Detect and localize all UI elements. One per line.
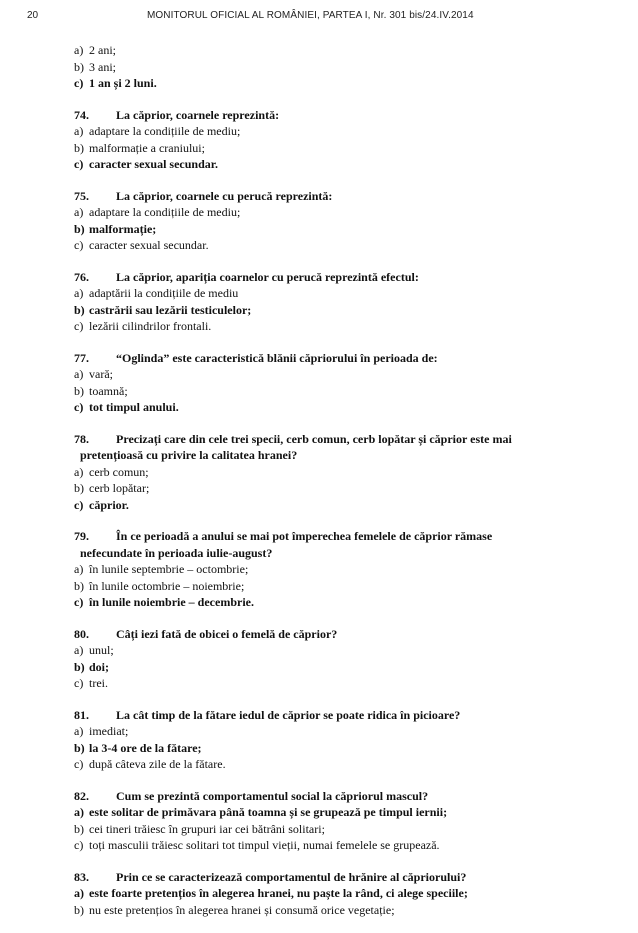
question-number: 74. [74, 107, 89, 122]
question-heading [74, 269, 574, 286]
quiz-content [74, 42, 574, 933]
answer-option [74, 156, 574, 173]
question-block [74, 269, 574, 335]
option-text: la 3-4 ore de la fătare; [89, 740, 202, 755]
option-label: b) [74, 821, 84, 836]
answer-option [74, 59, 574, 76]
question-block [74, 869, 574, 919]
option-text: malformație a craniului; [89, 140, 205, 155]
answer-option [74, 383, 574, 400]
option-text: este foarte pretențios în alegerea hranei, nu paște la rând, ci alege speciile; [89, 886, 468, 900]
question-number: 80. [74, 626, 89, 641]
option-label: c) [74, 238, 84, 252]
option-label: c) [74, 157, 84, 171]
option-label: c) [74, 676, 84, 690]
question-number: 75. [74, 188, 89, 203]
option-label: a) [74, 43, 84, 57]
answer-option [74, 285, 574, 302]
option-text: adaptare la condițiile de mediu; [89, 124, 241, 138]
answer-option [74, 659, 574, 676]
question-number: 79. [74, 529, 89, 543]
answer-option [74, 221, 574, 238]
question-text: Câți iezi fată de obicei o femelă de căprior? [116, 626, 338, 641]
answer-option [74, 578, 574, 595]
answer-option [74, 480, 574, 497]
option-text: toamnă; [89, 383, 128, 398]
option-text: 2 ani; [89, 43, 116, 57]
answer-option [74, 804, 574, 821]
answer-option [74, 302, 574, 319]
option-label: b) [74, 578, 84, 593]
answer-option [74, 594, 574, 611]
option-text: vară; [89, 367, 113, 381]
question-block [74, 707, 574, 773]
option-label: b) [74, 221, 85, 236]
answer-option [74, 837, 574, 854]
question-text: Precizați care din cele trei specii, cerb comun, cerb lopătar și căprior este mai [116, 431, 512, 446]
option-label: b) [74, 740, 85, 755]
option-text: cerb lopătar; [89, 481, 150, 495]
answer-option [74, 42, 574, 59]
question-number: 82. [74, 788, 89, 803]
answer-option [74, 237, 574, 254]
answer-option [74, 561, 574, 578]
question-number: 77. [74, 350, 89, 365]
question-block [74, 350, 574, 416]
answer-option [74, 675, 574, 692]
option-text: adaptare la condițiile de mediu; [89, 205, 241, 219]
option-text: caracter sexual secundar. [89, 238, 209, 252]
question-text-continued: pretențioasă cu privire la calitatea hranei? [80, 448, 298, 462]
option-label: b) [74, 140, 84, 155]
option-label: c) [74, 400, 84, 414]
question-block [74, 107, 574, 173]
option-label: b) [74, 59, 84, 74]
question-number: 76. [74, 269, 89, 284]
answer-option [74, 756, 574, 773]
option-label: c) [74, 838, 84, 852]
option-label: a) [74, 724, 84, 738]
option-text: unul; [89, 643, 114, 657]
option-label: b) [74, 302, 85, 317]
question-heading [74, 107, 574, 124]
answer-option [74, 723, 574, 740]
question-text: La căprior, coarnele cu perucă reprezintă: [116, 188, 333, 203]
question-heading [74, 350, 574, 367]
option-label: a) [74, 643, 84, 657]
answer-option [74, 204, 574, 221]
option-text: căprior. [89, 497, 129, 512]
question-text: Prin ce se caracterizează comportamentul de hrănire al căpriorului? [116, 869, 467, 884]
answer-option [74, 366, 574, 383]
question-heading [74, 431, 574, 464]
option-label: a) [74, 124, 84, 138]
answer-option [74, 902, 574, 919]
question-number: 78. [74, 431, 89, 446]
option-text: tot timpul anului. [89, 400, 179, 414]
question-text-continued: nefecundate în perioada iulie-august? [80, 545, 273, 560]
question-block [74, 431, 574, 514]
question-text: Cum se prezintă comportamentul social la căpriorul mascul? [116, 788, 429, 803]
question-heading [74, 707, 574, 724]
option-label: a) [74, 805, 84, 819]
answer-option [74, 123, 574, 140]
option-text: nu este pretențios în alegerea hranei și consumă orice vegetație; [89, 902, 395, 917]
answer-option [74, 399, 574, 416]
question-heading [74, 626, 574, 643]
option-text: castrării sau lezării testiculelor; [89, 302, 252, 317]
option-label: a) [74, 562, 84, 576]
option-label: c) [74, 595, 84, 609]
option-text: trei. [89, 676, 108, 690]
option-label: b) [74, 659, 85, 674]
option-text: adaptării la condițiile de mediu [89, 286, 239, 300]
question-block [74, 188, 574, 254]
option-label: c) [74, 497, 84, 512]
option-label: b) [74, 481, 84, 495]
answer-option [74, 464, 574, 481]
question-heading [74, 188, 574, 205]
option-label: a) [74, 367, 84, 381]
option-text: este solitar de primăvara până toamna și se grupează pe timpul iernii; [89, 805, 448, 819]
intro-options [74, 42, 574, 92]
question-heading [74, 788, 574, 805]
question-text: La căprior, apariția coarnelor cu perucă reprezintă efectul: [116, 269, 419, 284]
answer-option [74, 642, 574, 659]
publication-title: MONITORUL OFICIAL AL ROMÂNIEI, PARTEA I, Nr. 301 bis/24.IV.2014 [147, 10, 474, 21]
option-label: c) [74, 76, 84, 90]
page-header [0, 10, 638, 26]
answer-option [74, 140, 574, 157]
option-text: 1 an și 2 luni. [89, 76, 157, 90]
answer-option [74, 885, 574, 902]
option-label: a) [74, 464, 84, 479]
option-label: b) [74, 383, 84, 398]
question-heading [74, 528, 574, 561]
question-text: La căprior, coarnele reprezintă: [116, 107, 280, 122]
option-text: cerb comun; [89, 464, 149, 479]
question-text: În ce perioadă a anului se mai pot împerechea femelele de căprior rămase [116, 529, 493, 543]
option-label: c) [74, 319, 84, 333]
option-label: b) [74, 902, 84, 917]
answer-option [74, 821, 574, 838]
question-number: 83. [74, 869, 89, 884]
page-number: 20 [27, 10, 39, 21]
option-text: doi; [89, 659, 110, 674]
option-text: în lunile noiembrie – decembrie. [89, 595, 254, 609]
option-text: cei tineri trăiesc în grupuri iar cei bătrâni solitari; [89, 821, 325, 836]
option-text: după câteva zile de la fătare. [89, 757, 226, 771]
answer-option [74, 740, 574, 757]
option-text: în lunile septembrie – octombrie; [89, 562, 249, 576]
answer-option [74, 75, 574, 92]
option-label: c) [74, 757, 84, 771]
answer-option [74, 318, 574, 335]
option-text: caracter sexual secundar. [89, 157, 218, 171]
option-label: a) [74, 286, 84, 300]
option-text: imediat; [89, 724, 129, 738]
question-block [74, 788, 574, 854]
option-label: a) [74, 886, 84, 900]
option-text: lezării cilindrilor frontali. [89, 319, 212, 333]
option-text: malformație; [89, 221, 157, 236]
option-text: toți masculii trăiesc solitari tot timpul vieții, numai femelele se grupează. [89, 838, 440, 852]
option-label: a) [74, 205, 84, 219]
question-text: La cât timp de la fătare iedul de căprior se poate ridica în picioare? [116, 707, 461, 722]
option-text: 3 ani; [89, 59, 116, 74]
question-text: “Oglinda” este caracteristică blănii căpriorului în perioada de: [116, 350, 438, 365]
question-number: 81. [74, 707, 89, 722]
question-heading [74, 869, 574, 886]
question-block [74, 528, 574, 611]
option-text: în lunile octombrie – noiembrie; [89, 578, 245, 593]
question-block [74, 626, 574, 692]
answer-option [74, 497, 574, 514]
